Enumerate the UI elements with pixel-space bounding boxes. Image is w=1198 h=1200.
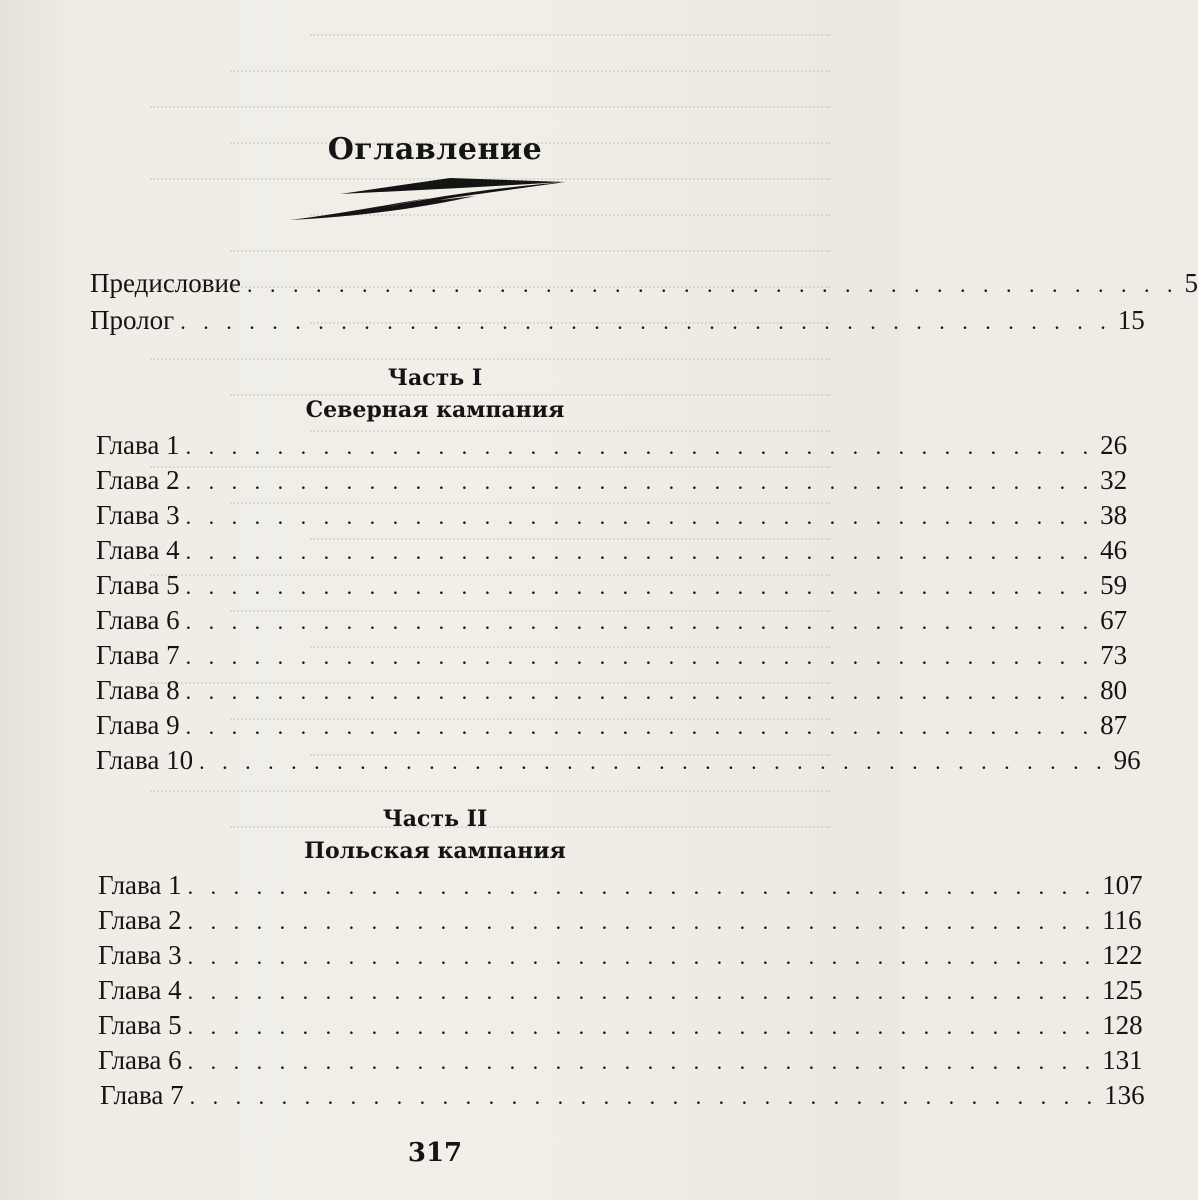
leader-dots: . . . . . . . . . . . . . . . . . . . . . . . . . . . . . . . . . . . . . . . . (185, 679, 1095, 704)
toc-entry-chapter[interactable] (96, 605, 1128, 639)
toc-entry-label: Глава 7 (100, 1080, 184, 1110)
toc-entry-chapter[interactable] (96, 570, 1128, 604)
toc-entry-label: Пролог (90, 305, 175, 335)
toc-entry-chapter[interactable] (100, 1080, 1145, 1114)
leader-dots: . . . . . . . . . . . . . . . . . . . . . . . . . . . . . . . . . . . . . . . . (187, 909, 1097, 934)
toc-entry-label: Глава 4 (96, 535, 180, 565)
part-title: Польская кампания (304, 838, 566, 864)
toc-entry-chapter[interactable] (96, 640, 1128, 674)
toc-entry-preface[interactable] (90, 268, 1198, 302)
toc-entry-page: 67 (1100, 605, 1128, 635)
leader-dots: . . . . . . . . . . . . . . . . . . . . . . . . . . . . . . . . . . . . . . . . . (180, 309, 1112, 334)
leader-dots: . . . . . . . . . . . . . . . . . . . . . . . . . . . . . . . . . . . . . . . . (187, 944, 1097, 969)
leader-dots: . . . . . . . . . . . . . . . . . . . . . . . . . . . . . . . . . . . . . . . . (185, 644, 1095, 669)
toc-entry-page: 46 (1100, 535, 1128, 565)
leader-dots: . . . . . . . . . . . . . . . . . . . . . . . . . . . . . . . . . . . . . . . . (187, 1049, 1097, 1074)
toc-entry-chapter[interactable] (96, 675, 1128, 709)
toc-entry-page: 73 (1100, 640, 1128, 670)
toc-entry-prologue[interactable] (90, 305, 1145, 339)
toc-entry-label: Глава 1 (96, 430, 180, 460)
part-number: Часть I (387, 365, 483, 391)
toc-entry-chapter[interactable] (98, 870, 1143, 904)
toc-entry-label: Глава 5 (98, 1010, 182, 1040)
page-number: 317 (407, 1138, 463, 1168)
toc-entry-page: 87 (1100, 710, 1128, 740)
leader-dots: . . . . . . . . . . . . . . . . . . . . . . . . . . . . . . . . . . . . . . . . (185, 469, 1095, 494)
toc-entry-label: Глава 3 (98, 940, 182, 970)
toc-entry-label: Глава 2 (98, 905, 182, 935)
arrow-swoosh-ornament-icon (280, 172, 570, 226)
toc-entry-chapter[interactable] (96, 710, 1128, 744)
toc-entry-label: Глава 1 (98, 870, 182, 900)
leader-dots: . . . . . . . . . . . . . . . . . . . . . . . . . . . . . . . . . . . . . . . . (185, 434, 1095, 459)
toc-entry-label: Предисловие (90, 268, 241, 298)
toc-entry-chapter[interactable] (96, 535, 1128, 569)
toc-entry-page: 32 (1100, 465, 1128, 495)
toc-entry-page: 80 (1100, 675, 1128, 705)
toc-entry-page: 59 (1100, 570, 1128, 600)
toc-entry-label: Глава 9 (96, 710, 180, 740)
toc-entry-chapter[interactable] (98, 940, 1143, 974)
toc-entry-page: 96 (1113, 745, 1141, 775)
toc-entry-label: Глава 3 (96, 500, 180, 530)
toc-entry-label: Глава 4 (98, 975, 182, 1005)
toc-entry-page: 131 (1102, 1045, 1143, 1075)
toc-entry-chapter[interactable] (96, 745, 1141, 779)
leader-dots: . . . . . . . . . . . . . . . . . . . . . . . . . . . . . . . . . . . . . . . . (185, 574, 1095, 599)
toc-entry-chapter[interactable] (96, 465, 1128, 499)
leader-dots: . . . . . . . . . . . . . . . . . . . . . . . . . . . . . . . . . . . . . . . . (199, 749, 1108, 774)
leader-dots: . . . . . . . . . . . . . . . . . . . . . . . . . . . . . . . . . . . . . . . . (185, 504, 1095, 529)
toc-entry-page: 15 (1117, 305, 1145, 335)
leader-dots: . . . . . . . . . . . . . . . . . . . . . . . . . . . . . . . . . . . . . . . . (187, 979, 1097, 1004)
toc-entry-page: 125 (1102, 975, 1143, 1005)
leader-dots: . . . . . . . . . . . . . . . . . . . . . . . . . . . . . . . . . . . . . . . . (185, 609, 1095, 634)
toc-entry-chapter[interactable] (96, 500, 1128, 534)
toc-entry-page: 122 (1102, 940, 1143, 970)
leader-dots: . . . . . . . . . . . . . . . . . . . . . . . . . . . . . . . . . . . . . . . . (189, 1084, 1099, 1109)
toc-entry-label: Глава 8 (96, 675, 180, 705)
leader-dots: . . . . . . . . . . . . . . . . . . . . . . . . . . . . . . . . . . . . . . . . (187, 874, 1097, 899)
leader-dots: . . . . . . . . . . . . . . . . . . . . . . . . . . . . . . . . . . . . . . . . . (246, 272, 1179, 297)
toc-entry-label: Глава 2 (96, 465, 180, 495)
toc-entry-chapter[interactable] (98, 905, 1142, 939)
toc-title: Оглавление (327, 132, 543, 167)
toc-entry-label: Глава 7 (96, 640, 180, 670)
toc-entry-page: 107 (1102, 870, 1143, 900)
leader-dots: . . . . . . . . . . . . . . . . . . . . . . . . . . . . . . . . . . . . . . . . (185, 714, 1095, 739)
toc-entry-label: Глава 6 (96, 605, 180, 635)
toc-entry-chapter[interactable] (98, 1010, 1143, 1044)
toc-entry-page: 26 (1100, 430, 1128, 460)
leader-dots: . . . . . . . . . . . . . . . . . . . . . . . . . . . . . . . . . . . . . . . . (187, 1014, 1097, 1039)
toc-entry-chapter[interactable] (96, 430, 1128, 464)
part-title: Северная кампания (305, 397, 565, 423)
toc-entry-label: Глава 10 (96, 745, 194, 775)
toc-entry-page: 116 (1102, 905, 1142, 935)
toc-entry-page: 136 (1104, 1080, 1145, 1110)
toc-entry-chapter[interactable] (98, 975, 1143, 1009)
leader-dots: . . . . . . . . . . . . . . . . . . . . . . . . . . . . . . . . . . . . . . . . (185, 539, 1095, 564)
toc-entry-chapter[interactable] (98, 1045, 1143, 1079)
toc-entry-page: 5 (1184, 268, 1198, 298)
part-number: Часть II (382, 806, 488, 832)
toc-entry-label: Глава 6 (98, 1045, 182, 1075)
toc-entry-page: 38 (1100, 500, 1128, 530)
toc-entry-label: Глава 5 (96, 570, 180, 600)
toc-entry-page: 128 (1102, 1010, 1143, 1040)
